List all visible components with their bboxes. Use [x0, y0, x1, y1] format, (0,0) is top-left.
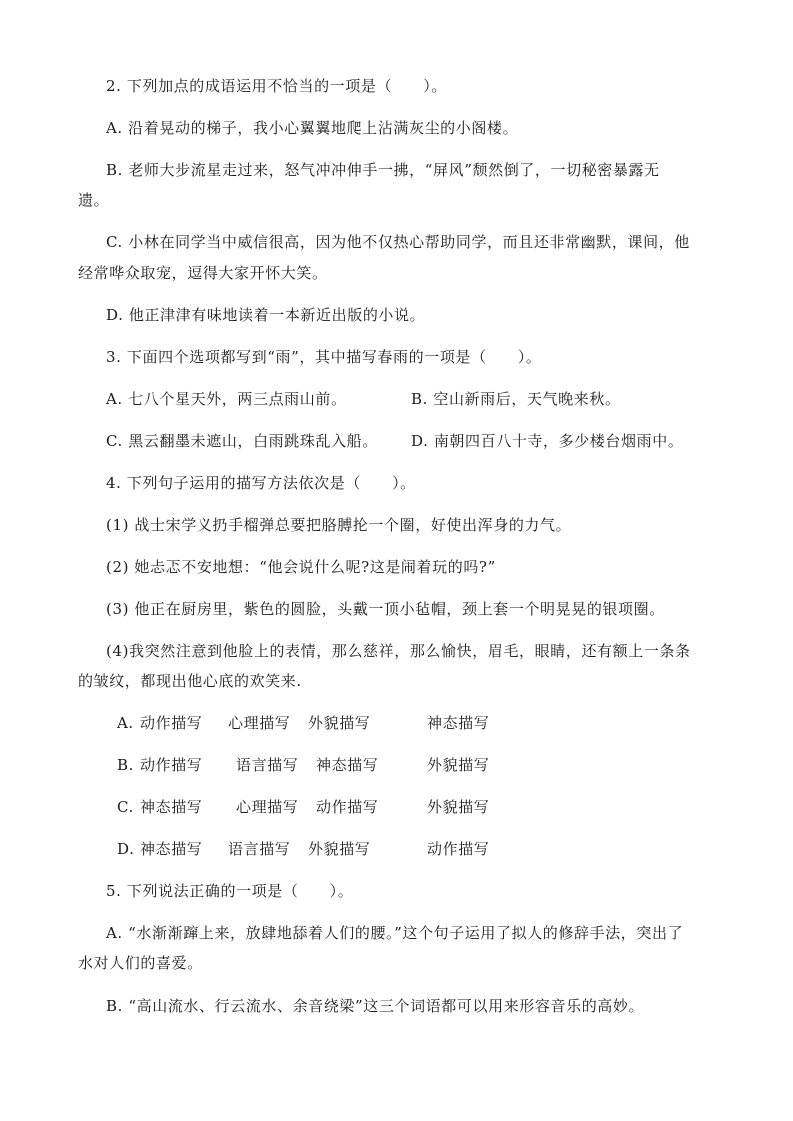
- question-3-option-a: A. 七八个星天外，两三点雨山前。: [106, 390, 347, 408]
- option-letter: B.: [117, 756, 134, 774]
- question-2-option-b-line2: 遗。: [78, 191, 110, 209]
- option-col-1: 动作描写: [140, 714, 203, 732]
- option-col-4: 神态描写: [427, 714, 490, 732]
- option-col-1: 神态描写: [140, 798, 203, 816]
- question-4-stem: 4. 下列句子运用的描写方法依次是（ ）。: [106, 474, 416, 492]
- option-col-4: 动作描写: [427, 840, 490, 858]
- option-col-3: 动作描写: [316, 798, 379, 816]
- option-col-4: 外貌描写: [427, 798, 490, 816]
- question-2-option-c-line1: C. 小林在同学当中威信很高，因为他不仅热心帮助同学，而且还非常幽默，课间，他: [106, 233, 690, 251]
- option-col-3: 外貌描写: [308, 714, 371, 732]
- option-col-2: 心理描写: [228, 714, 291, 732]
- question-5-stem: 5. 下列说法正确的一项是（ ）。: [106, 882, 354, 900]
- question-3-option-b: B. 空山新雨后，天气晚来秋。: [411, 390, 621, 408]
- question-2-stem: 2. 下列加点的成语运用不恰当的一项是（ ）。: [106, 77, 447, 95]
- option-letter: D.: [117, 840, 135, 858]
- question-2-option-b-line1: B. 老师大步流星走过来，怒气冲冲伸手一拂，“屏风”颓然倒了，一切秘密暴露无: [106, 161, 660, 179]
- question-3-stem: 3. 下面四个选项都写到“雨”，其中描写春雨的一项是（ ）。: [106, 348, 542, 366]
- question-3-option-c: C. 黑云翻墨未遮山，白雨跳珠乱入船。: [106, 432, 378, 450]
- option-col-2: 心理描写: [236, 798, 299, 816]
- question-4-sentence-4-line2: 的皱纹，都现出他心底的欢笑来.: [78, 672, 302, 690]
- option-col-3: 神态描写: [316, 756, 379, 774]
- option-col-2: 语言描写: [228, 840, 291, 858]
- option-letter: A.: [117, 714, 134, 732]
- option-col-4: 外貌描写: [427, 756, 490, 774]
- question-5-option-b: B. “高山流水、行云流水、余音绕梁”这三个词语都可以用来形容音乐的高妙。: [106, 997, 645, 1015]
- question-3-option-d: D. 南朝四百八十寺，多少楼台烟雨中。: [411, 432, 684, 450]
- option-col-1: 动作描写: [140, 756, 203, 774]
- question-2-option-c-line2: 经常哗众取宠，逗得大家开怀大笑。: [78, 264, 328, 282]
- question-2-option-a: A. 沿着晃动的梯子，我小心翼翼地爬上沾满灰尘的小阁楼。: [106, 119, 519, 137]
- question-5-option-a-line2: 水对人们的喜爱。: [78, 954, 203, 972]
- question-4-sentence-3: (3) 他正在厨房里，紫色的圆脸，头戴一顶小毡帽，颈上套一个明晃晃的银项圈。: [106, 600, 665, 618]
- question-2-option-d: D. 他正津津有味地读着一本新近出版的小说。: [106, 306, 426, 324]
- option-col-3: 外貌描写: [308, 840, 371, 858]
- option-col-2: 语言描写: [236, 756, 299, 774]
- question-5-option-a-line1: A. “水渐渐蹿上来，放肆地舔着人们的腰。”这个句子运用了拟人的修辞手法，突出了: [106, 924, 684, 942]
- option-col-1: 神态描写: [140, 840, 203, 858]
- question-4-sentence-4-line1: (4)我突然注意到他脸上的表情，那么慈祥，那么愉快，眉毛，眼睛，还有额上一条条: [106, 642, 691, 660]
- option-letter: C.: [117, 798, 134, 816]
- question-4-sentence-1: (1) 战士宋学义扔手榴弹总要把胳膊抡一个圈，好使出浑身的力气。: [106, 516, 572, 534]
- question-4-sentence-2: (2) 她忐忑不安地想：“他会说什么呢?这是闹着玩的吗?”: [106, 558, 496, 576]
